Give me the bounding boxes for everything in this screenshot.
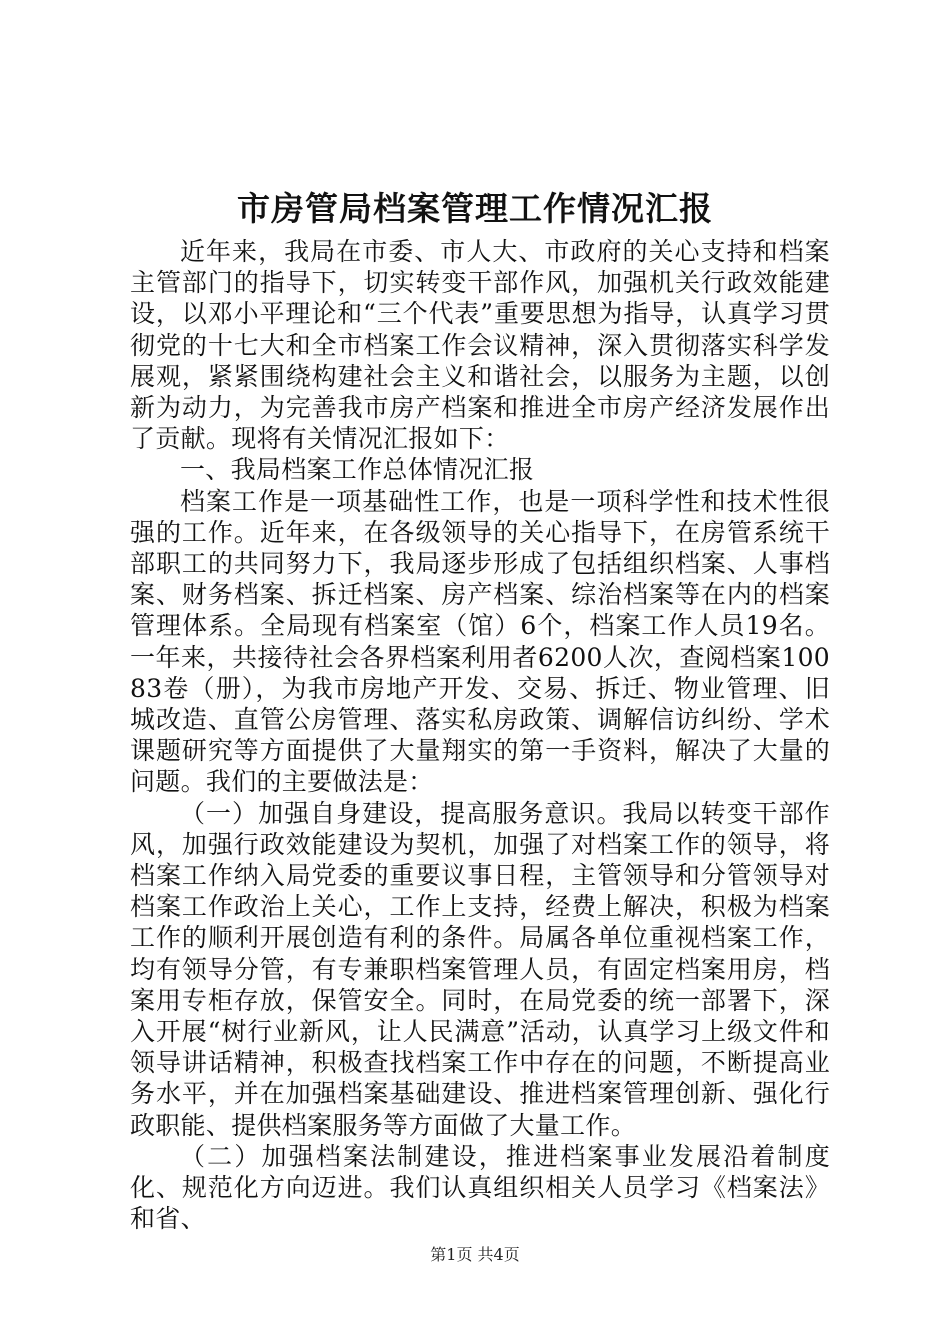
page-footer: 第1页 共4页 bbox=[430, 1245, 520, 1264]
paragraph-intro: 近年来，我局在市委、市人大、市政府的关心支持和档案主管部门的指导下，切实转变干部作风，加强机关行政效能建设，以邓小平理论和“三个代表”重要思想为指导，认真学习贯彻党的十七大和全市档案工作会议精神，深入贯彻落实科学发展观，紧紧围绕构建社会主义和谐社会，以服务为主题，以创新为动力，为完善我市房产档案和推进全市房产经济发展作出了贡献。现将有关情况汇报如下： bbox=[130, 237, 830, 454]
paragraph-overview: 档案工作是一项基础性工作，也是一项科学性和技术性很强的工作。近年来，在各级领导的关心指导下，在房管系统干部职工的共同努力下，我局逐步形成了包括组织档案、人事档案、财务档案、拆迁档案、房产档案、综治档案等在内的档案管理体系。全局现有档案室（馆）6个，档案工作人员19名。一年来，共接待社会各界档案利用者6200人次，查阅档案10083卷（册），为我市房地产开发、交易、拆迁、物业管理、旧城改造、直管公房管理、落实私房政策、调解信访纠纷、学术课题研究等方面提供了大量翔实的第一手资料，解决了大量的问题。我们的主要做法是： bbox=[130, 486, 830, 797]
paragraph-subsection-1: （一）加强自身建设，提高服务意识。我局以转变干部作风，加强行政效能建设为契机，加强了对档案工作的领导，将档案工作纳入局党委的重要议事日程，主管领导和分管领导对档案工作政治上关心，工作上支持，经费上解决，积极为档案工作的顺利开展创造有利的条件。局属各单位重视档案工作，均有领导分管，有专兼职档案管理人员，有固定档案用房，档案用专柜存放，保管安全。同时，在局党委的统一部署下，深入开展“树行业新风，让人民满意”活动，认真学习上级文件和领导讲话精神，积极查找档案工作中存在的问题，不断提高业务水平，并在加强档案基础建设、推进档案管理创新、强化行政职能、提供档案服务等方面做了大量工作。 bbox=[130, 798, 830, 1140]
document-body bbox=[130, 236, 830, 1235]
document-title: 市房管局档案管理工作情况汇报 bbox=[237, 189, 713, 228]
section-heading-1: 一、我局档案工作总体情况汇报 bbox=[180, 455, 535, 485]
paragraph-subsection-2: （二）加强档案法制建设，推进档案事业发展沿着制度化、规范化方向迈进。我们认真组织相关人员学习《档案法》和省、 bbox=[130, 1141, 830, 1234]
